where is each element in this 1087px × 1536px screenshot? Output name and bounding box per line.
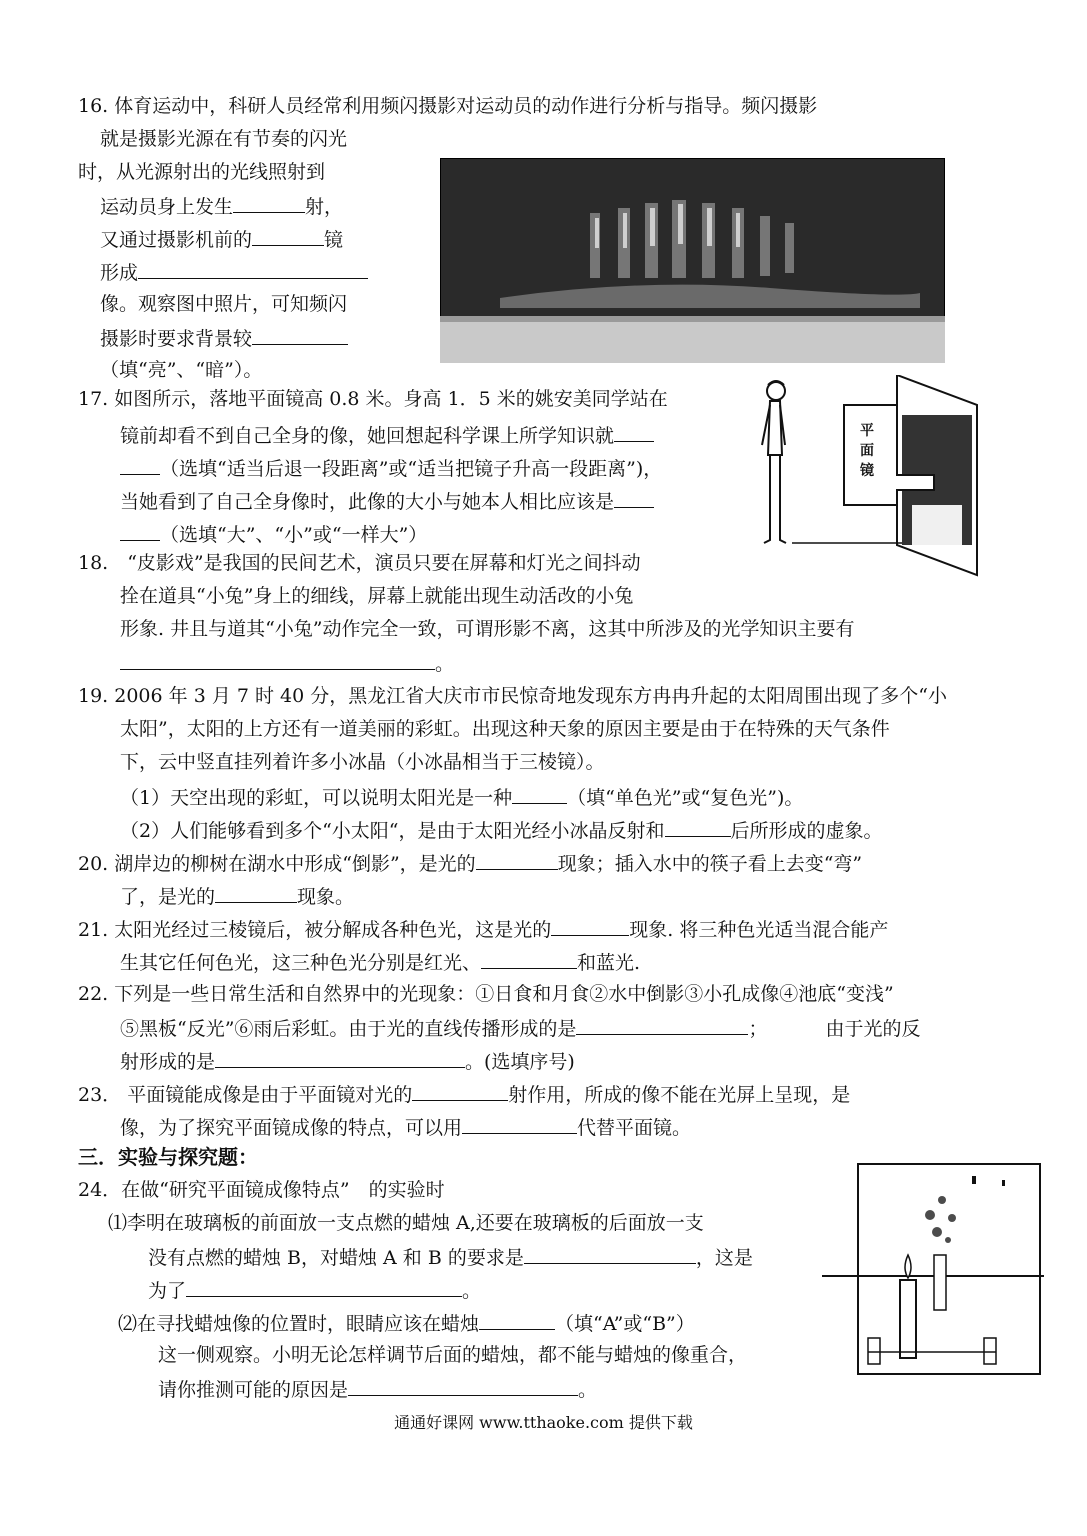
flame-icon [905,1255,911,1278]
q24-line4 [148,1278,481,1302]
q21-text: 生其它任何色光，这三种色光分别是红光、 [120,952,482,974]
q19-line5 [120,818,883,842]
mirror-label-2: 面 [860,443,874,459]
mirror-label-3: 镜 [860,463,874,479]
q21-blank-green[interactable] [481,950,577,969]
q16-line8 [100,326,348,350]
girl-mirror-figure [752,375,980,577]
q22-line1: 22. 下列是一些日常生活和自然界中的光现象：①日食和月食②水中倒影③小孔成像④池底“变浅” [78,983,894,1005]
q19-text: 后所形成的虚象。 [730,820,883,842]
section-title: 三．实验与探究题： [78,1145,258,1169]
q17-blank-size-a[interactable] [614,489,654,508]
q16-line1: 16. 体育运动中，科研人员经常利用频闪摄影对运动员的动作进行分析与指导。频闪摄影 [78,95,818,117]
glass-plate [858,1164,1040,1374]
q23-blank-reflection[interactable] [412,1082,508,1101]
q18-line2: 拴在道具“小兔”身上的细线，屏幕上就能出现生动活改的小兔 [120,585,634,607]
q17-blank-action-b[interactable] [120,456,160,475]
q16-blank-lens[interactable] [252,227,324,246]
q24-blank-purpose[interactable] [186,1278,462,1297]
q21-blank-dispersion[interactable] [551,917,629,936]
q21-text: 和蓝光. [577,952,641,974]
q18-line1: 18. “皮影戏”是我国的民间艺术，演员只要在屏幕和灯光之间抖动 [78,552,641,574]
candle-b [934,1255,946,1310]
q24-line2: ⑴李明在玻璃板的前面放一支点燃的蜡烛 A,还要在玻璃板的后面放一支 [108,1212,704,1234]
q18-line4 [120,651,454,675]
q23-line1 [78,1082,850,1106]
q17-text: （选填“适当后退一段距离”或“适当把镜子升高一段距离”)， [160,458,663,480]
q17-line4 [120,489,654,513]
q19-text: （1）天空出现的彩虹，可以说明太阳光是一种 [120,787,513,809]
q20-text: 现象。 [297,886,355,908]
q22-blank-straight-line[interactable] [576,1016,748,1035]
q17-text: 当她看到了自己全身像时，此像的大小与她本人相比应该是 [120,491,615,513]
q19-line1: 19. 2006 年 3 月 7 时 40 分，黑龙江省大庆市市民惊奇地发现东方冉冉升起的太阳周围出现了多个“小 [78,685,947,707]
candle-glass-figure [822,1160,1044,1382]
q21-line1 [78,917,888,941]
q18-text: 。 [435,653,455,675]
q24-line6: 这一侧观察。小明无论怎样调节后面的蜡烛，都不能与蜡烛的像重合， [158,1344,748,1366]
q24-text: ⑵在寻找蜡烛像的位置时，眼睛应该在蜡烛 [118,1313,480,1335]
q16-line9: （填“亮”、“暗”）。 [100,359,263,381]
q23-text: 23． 平面镜能成像是由于平面镜对光的 [78,1084,413,1106]
q19-text: （2）人们能够看到多个“小太阳“，是由于太阳光经小冰晶反射和 [120,820,665,842]
q24-text: ，这是 [695,1247,753,1269]
girl-figure [762,381,786,543]
q24-line5 [118,1311,695,1335]
q24-line7 [158,1377,597,1401]
strobe-photo [440,158,945,363]
q24-text: 。 [578,1379,598,1401]
q16-text: 摄影时要求背景较 [100,328,253,350]
q23-blank-glass[interactable] [462,1115,577,1134]
q16-text: 镜 [324,229,344,251]
q22-line2 [120,1016,920,1040]
q16-blank-image[interactable] [138,260,368,279]
q21-text: 现象. 将三种色光适当混合能产 [629,919,889,941]
q20-line2 [120,884,354,908]
q17-blank-size-b[interactable] [120,522,160,541]
q16-text: 形成 [100,262,139,284]
q16-blank-reflection[interactable] [233,194,305,213]
q20-blank-reflection[interactable] [476,851,558,870]
q21-text: 21. 太阳光经过三棱镜后，被分解成各种色光，这是光的 [78,919,552,941]
q17-line1: 17. 如图所示，落地平面镜高 0.8 米。身高 1．5 米的姚安美同学站在 [78,388,668,410]
q23-text: 代替平面镜。 [577,1117,692,1139]
q16-text: 又通过摄影机前的 [100,229,253,251]
q24-line3 [148,1245,753,1269]
q19-line2: 太阳”，太阳的上方还有一道美丽的彩虹。出现这种天象的原因主要是由于在特殊的天气条件 [120,718,890,740]
q16-line3: 时，从光源射出的光线照射到 [78,161,326,183]
q16-line6 [100,260,368,284]
q18-blank[interactable] [120,651,435,670]
q20-text: 现象；插入水中的筷子看上去变“弯” [557,853,863,875]
q17-text: （选填“大”、“小”或“一样大”） [160,524,428,546]
q24-blank-requirement[interactable] [524,1245,696,1264]
q24-line1: 24．在做“研究平面镜成像特点” 的实验时 [78,1179,445,1201]
q24-text: 没有点燃的蜡烛 B，对蜡烛 A 和 B 的要求是 [148,1247,524,1269]
q24-blank-candle[interactable] [479,1311,555,1330]
q16-text: 射， [305,196,344,218]
q20-text: 20. 湖岸边的柳树在湖水中形成“倒影”，是光的 [78,853,476,875]
q16-line7: 像。观察图中照片，可知频闪 [100,293,348,315]
q16-line2: 就是摄影光源在有节奏的闪光 [100,128,348,150]
q22-text: 由于光的反 [825,1018,921,1040]
q24-text: 请你推测可能的原因是 [158,1379,349,1401]
q17-line3 [120,456,662,480]
q19-blank-light-type[interactable] [512,785,567,804]
q19-blank-refraction[interactable] [665,818,731,837]
footer-source: 通通好课网 www.tthaoke.com 提供下载 [394,1413,693,1432]
q16-blank-background[interactable] [252,326,348,345]
q19-line3: 下，云中竖直挂列着许多小冰晶（小冰晶相当于三棱镜）。 [120,751,605,773]
q17-line2 [120,423,654,447]
q20-blank-refraction[interactable] [215,884,297,903]
q22-blank-reflection[interactable] [215,1049,465,1068]
q17-text: 镜前却看不到自己全身的像，她回想起科学课上所学知识就 [120,425,615,447]
q23-text: 像，为了探究平面镜成像的特点，可以用 [120,1117,463,1139]
q16-line5 [100,227,343,251]
q17-line5 [120,522,427,546]
q22-text: ⑤黑板“反光”⑥雨后彩虹。由于光的直线传播形成的是 [120,1018,577,1040]
q22-text: 。(选填序号) [465,1051,575,1073]
q24-blank-reason[interactable] [348,1377,578,1396]
q24-text: 为了 [148,1280,187,1302]
q23-line2 [120,1115,691,1139]
q21-line2 [120,950,640,974]
q22-text: ； [748,1018,768,1040]
q24-text: 。 [462,1280,482,1302]
q20-line1 [78,851,862,875]
q19-text: （填“单色光”或“复色光”)。 [567,787,804,809]
q16-line4 [100,194,343,218]
q22-text: 射形成的是 [120,1051,216,1073]
mirror-label: 平 [860,423,874,439]
q22-line3 [120,1049,575,1073]
q23-text: 射作用，所成的像不能在光屏上呈现，是 [508,1084,851,1106]
q18-line3: 形象. 井且与道其“小兔”动作完全一致，可谓形影不离，这其中所涉及的光学知识主要有 [120,618,855,640]
candle-a [900,1280,916,1358]
q20-text: 了，是光的 [120,886,216,908]
q24-text: （填“A”或“B”） [555,1313,695,1335]
q16-text: 运动员身上发生 [100,196,234,218]
q19-line4 [120,785,803,809]
q17-blank-action-a[interactable] [614,423,654,442]
